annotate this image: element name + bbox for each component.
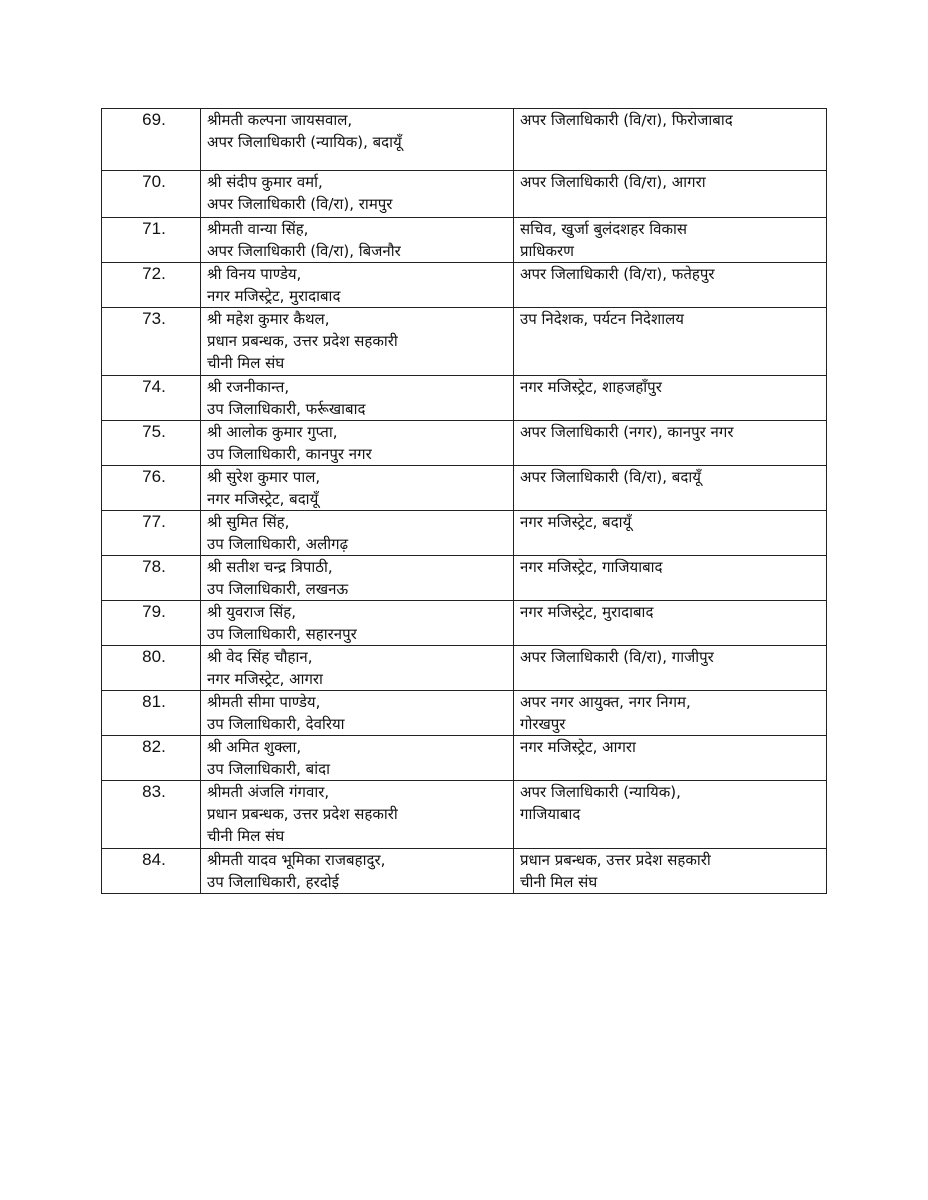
serial-number: 83.	[102, 781, 201, 849]
new-posting	[514, 646, 827, 691]
new-posting	[514, 691, 827, 736]
current-post-line: अपर जिलाधिकारी (वि/रा), रामपुर	[207, 195, 393, 213]
new-posting-line: अपर जिलाधिकारी (वि/रा), बदायूँ	[520, 468, 701, 486]
new-posting-line: उप निदेशक, पर्यटन निदेशालय	[520, 310, 684, 328]
new-posting-line: अपर जिलाधिकारी (वि/रा), फिरोजाबाद	[520, 111, 733, 129]
officer-name-current-post	[201, 466, 514, 511]
table-row	[102, 218, 827, 263]
table-row	[102, 691, 827, 736]
current-post-line: चीनी मिल संघ	[207, 827, 285, 845]
transfer-table-body	[102, 109, 827, 894]
current-post-line: अपर जिलाधिकारी (वि/रा), बिजनौर	[207, 242, 401, 260]
new-posting-line: नगर मजिस्ट्रेट, गाजियाबाद	[520, 558, 663, 576]
current-post-line: श्री सतीश चन्द्र त्रिपाठी,	[207, 558, 333, 576]
new-posting-line: चीनी मिल संघ	[520, 873, 598, 891]
officer-name-current-post	[201, 376, 514, 421]
new-posting-line: प्रधान प्रबन्धक, उत्तर प्रदेश सहकारी	[520, 851, 711, 869]
new-posting-line: प्राधिकरण	[520, 242, 575, 260]
new-posting	[514, 601, 827, 646]
current-post-line: उप जिलाधिकारी, देवरिया	[207, 715, 345, 733]
current-post-line: श्रीमती यादव भूमिका राजबहादुर,	[207, 851, 386, 869]
current-post-line: श्री वेद सिंह चौहान,	[207, 648, 313, 666]
serial-number: 76.	[102, 466, 201, 511]
current-post-line: उप जिलाधिकारी, अलीगढ़	[207, 535, 349, 553]
new-posting-line: अपर नगर आयुक्त, नगर निगम,	[520, 693, 691, 711]
table-row	[102, 556, 827, 601]
table-row	[102, 601, 827, 646]
table-row	[102, 421, 827, 466]
transfer-table	[101, 108, 827, 894]
officer-name-current-post	[201, 556, 514, 601]
current-post-line: श्रीमती अंजलि गंगवार,	[207, 783, 330, 801]
table-row	[102, 171, 827, 218]
current-post-line: श्रीमती कल्पना जायसवाल,	[207, 111, 353, 129]
officer-name-current-post	[201, 781, 514, 849]
new-posting	[514, 376, 827, 421]
table-row	[102, 646, 827, 691]
officer-name-current-post	[201, 691, 514, 736]
serial-number: 81.	[102, 691, 201, 736]
current-post-line: श्रीमती सीमा पाण्डेय,	[207, 693, 321, 711]
table-row	[102, 736, 827, 781]
new-posting	[514, 171, 827, 218]
current-post-line: श्री सुरेश कुमार पाल,	[207, 468, 321, 486]
new-posting	[514, 263, 827, 308]
current-post-line: श्री रजनीकान्त,	[207, 378, 290, 396]
new-posting	[514, 308, 827, 376]
current-post-line: चीनी मिल संघ	[207, 354, 285, 372]
new-posting-line: नगर मजिस्ट्रेट, आगरा	[520, 738, 636, 756]
current-post-line: प्रधान प्रबन्धक, उत्तर प्रदेश सहकारी	[207, 332, 398, 350]
current-post-line: उप जिलाधिकारी, सहारनपुर	[207, 625, 357, 643]
serial-number: 77.	[102, 511, 201, 556]
current-post-line: अपर जिलाधिकारी (न्यायिक), बदायूँ	[207, 133, 402, 151]
officer-name-current-post	[201, 308, 514, 376]
new-posting	[514, 849, 827, 894]
new-posting-line: गाजियाबाद	[520, 805, 581, 823]
current-post-line: नगर मजिस्ट्रेट, आगरा	[207, 670, 323, 688]
new-posting-line: अपर जिलाधिकारी (न्यायिक),	[520, 783, 681, 801]
new-posting	[514, 421, 827, 466]
table-row	[102, 308, 827, 376]
new-posting-line: अपर जिलाधिकारी (वि/रा), गाजीपुर	[520, 648, 714, 666]
officer-name-current-post	[201, 171, 514, 218]
new-posting	[514, 556, 827, 601]
new-posting	[514, 781, 827, 849]
serial-number: 72.	[102, 263, 201, 308]
officer-name-current-post	[201, 218, 514, 263]
current-post-line: श्री आलोक कुमार गुप्ता,	[207, 423, 338, 441]
current-post-line: उप जिलाधिकारी, हरदोई	[207, 873, 339, 891]
table-row	[102, 849, 827, 894]
current-post-line: प्रधान प्रबन्धक, उत्तर प्रदेश सहकारी	[207, 805, 398, 823]
serial-number: 80.	[102, 646, 201, 691]
officer-name-current-post	[201, 646, 514, 691]
officer-name-current-post	[201, 736, 514, 781]
serial-number: 78.	[102, 556, 201, 601]
current-post-line: नगर मजिस्ट्रेट, मुरादाबाद	[207, 287, 341, 305]
new-posting-line: अपर जिलाधिकारी (वि/रा), फतेहपुर	[520, 265, 715, 283]
new-posting-line: गोरखपुर	[520, 715, 566, 733]
serial-number: 75.	[102, 421, 201, 466]
table-row	[102, 263, 827, 308]
serial-number: 79.	[102, 601, 201, 646]
serial-number: 82.	[102, 736, 201, 781]
officer-name-current-post	[201, 421, 514, 466]
current-post-line: श्री अमित शुक्ला,	[207, 738, 302, 756]
current-post-line: उप जिलाधिकारी, कानपुर नगर	[207, 445, 372, 463]
serial-number: 73.	[102, 308, 201, 376]
serial-number: 71.	[102, 218, 201, 263]
current-post-line: उप जिलाधिकारी, फर्रूखाबाद	[207, 400, 366, 418]
current-post-line: उप जिलाधिकारी, बांदा	[207, 760, 330, 778]
new-posting-line: नगर मजिस्ट्रेट, शाहजहाँपुर	[520, 378, 662, 396]
officer-name-current-post	[201, 849, 514, 894]
serial-number: 70.	[102, 171, 201, 218]
current-post-line: श्री संदीप कुमार वर्मा,	[207, 173, 323, 191]
table-row	[102, 109, 827, 171]
table-row	[102, 781, 827, 849]
new-posting	[514, 466, 827, 511]
new-posting	[514, 511, 827, 556]
new-posting-line: अपर जिलाधिकारी (वि/रा), आगरा	[520, 173, 706, 191]
current-post-line: नगर मजिस्ट्रेट, बदायूँ	[207, 490, 319, 508]
officer-name-current-post	[201, 263, 514, 308]
current-post-line: श्रीमती वान्या सिंह,	[207, 220, 309, 238]
new-posting	[514, 109, 827, 171]
current-post-line: श्री युवराज सिंह,	[207, 603, 296, 621]
serial-number: 74.	[102, 376, 201, 421]
serial-number: 84.	[102, 849, 201, 894]
current-post-line: श्री महेश कुमार कैथल,	[207, 310, 330, 328]
table-row	[102, 511, 827, 556]
current-post-line: उप जिलाधिकारी, लखनऊ	[207, 580, 349, 598]
table-row	[102, 466, 827, 511]
new-posting-line: सचिव, खुर्जा बुलंदशहर विकास	[520, 220, 688, 238]
new-posting-line: अपर जिलाधिकारी (नगर), कानपुर नगर	[520, 423, 734, 441]
current-post-line: श्री सुमित सिंह,	[207, 513, 290, 531]
table-row	[102, 376, 827, 421]
officer-name-current-post	[201, 601, 514, 646]
new-posting	[514, 736, 827, 781]
new-posting-line: नगर मजिस्ट्रेट, बदायूँ	[520, 513, 632, 531]
officer-name-current-post	[201, 511, 514, 556]
serial-number: 69.	[102, 109, 201, 171]
current-post-line: श्री विनय पाण्डेय,	[207, 265, 302, 283]
officer-name-current-post	[201, 109, 514, 171]
new-posting-line: नगर मजिस्ट्रेट, मुरादाबाद	[520, 603, 654, 621]
new-posting	[514, 218, 827, 263]
